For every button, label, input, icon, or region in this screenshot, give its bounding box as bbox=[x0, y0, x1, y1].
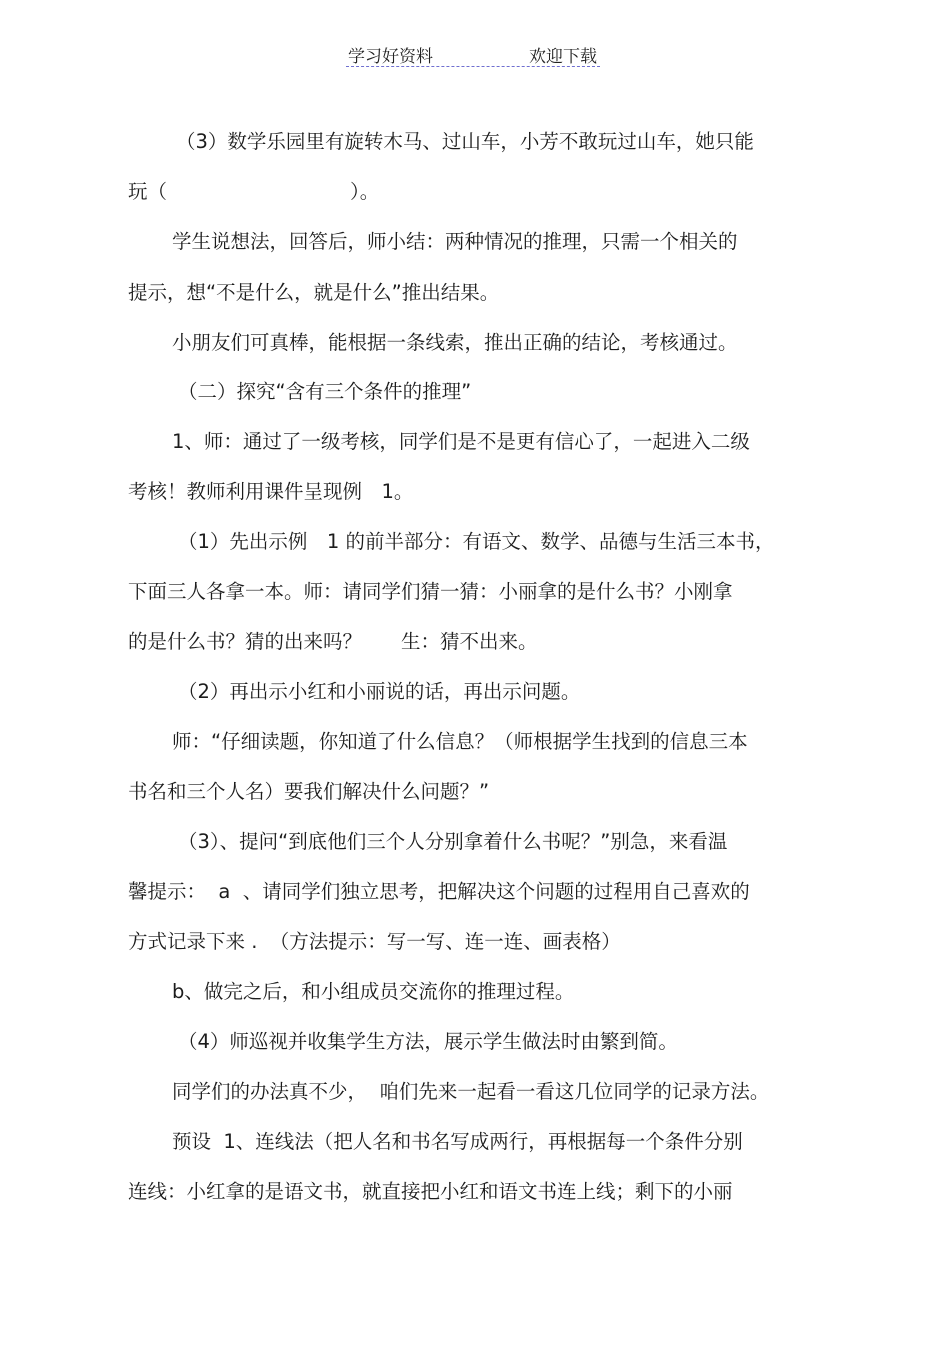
paragraph-line: 小朋友们可真棒，能根据一条线索，推出正确的结论，考核通过。 bbox=[172, 331, 738, 354]
header-right-text: 欢迎下载 bbox=[529, 47, 597, 67]
paragraph-line: 连线：小红拿的是语文书，就直接把小红和语文书连上线；剩下的小丽 bbox=[128, 1180, 733, 1203]
paragraph-line: （4）师巡视并收集学生方法，展示学生做法时由繁到简。 bbox=[178, 1030, 678, 1053]
paragraph-line: 学生说想法，回答后，师小结：两种情况的推理，只需一个相关的 bbox=[172, 230, 738, 253]
paragraph-line: （2）再出示小红和小丽说的话，再出示问题。 bbox=[178, 680, 581, 703]
paragraph-line: 下面三人各拿一本。师：请同学们猜一猜：小丽拿的是什么书？小刚拿 bbox=[128, 580, 733, 603]
paragraph-line: 1、师：通过了一级考核，同学们是不是更有信心了，一起进入二级 bbox=[172, 430, 750, 453]
paragraph-line: 预设 1、连线法（把人名和书名写成两行，再根据每一个条件分别 bbox=[172, 1130, 743, 1153]
paragraph-line: 方式记录下来 . （方法提示：写一写、连一连、画表格） bbox=[128, 930, 621, 953]
paragraph-line: （1）先出示例 1 的前半部分：有语文、数学、品德与生活三本书， bbox=[178, 530, 775, 553]
paragraph-line: （3）数学乐园里有旋转木马、过山车，小芳不敢玩过山车，她只能 bbox=[176, 130, 754, 153]
paragraph-line: 同学们的办法真不少， 咱们先来一起看一看这几位同学的记录方法。 bbox=[172, 1080, 770, 1103]
paragraph-line: 考核！教师利用课件呈现例 1。 bbox=[128, 480, 414, 503]
paragraph-line: 师：“仔细读题，你知道了什么信息？（师根据学生找到的信息三本 bbox=[172, 730, 748, 753]
paragraph-line: 玩（ bbox=[128, 180, 168, 203]
paragraph-line: 书名和三个人名）要我们解决什么问题？” bbox=[128, 780, 490, 803]
paragraph-line: 馨提示： a 、请同学们独立思考，把解决这个问题的过程用自己喜欢的 bbox=[128, 880, 750, 903]
paragraph-line: 提示，想“不是什么，就是什么”推出结果。 bbox=[128, 281, 500, 304]
paragraph-line: b、做完之后，和小组成员交流你的推理过程。 bbox=[172, 980, 575, 1003]
header-left-text: 学习好资料 bbox=[348, 47, 433, 67]
paragraph-line: 的是什么书？猜的出来吗？ 生：猜不出来。 bbox=[128, 630, 538, 653]
paragraph-line: ）。 bbox=[350, 180, 380, 203]
paragraph-line: （3）、提问“到底他们三个人分别拿着什么书呢？”别急，来看温 bbox=[178, 830, 728, 853]
section-heading: （二）探究“含有三个条件的推理” bbox=[178, 380, 472, 403]
page-header bbox=[346, 40, 600, 67]
